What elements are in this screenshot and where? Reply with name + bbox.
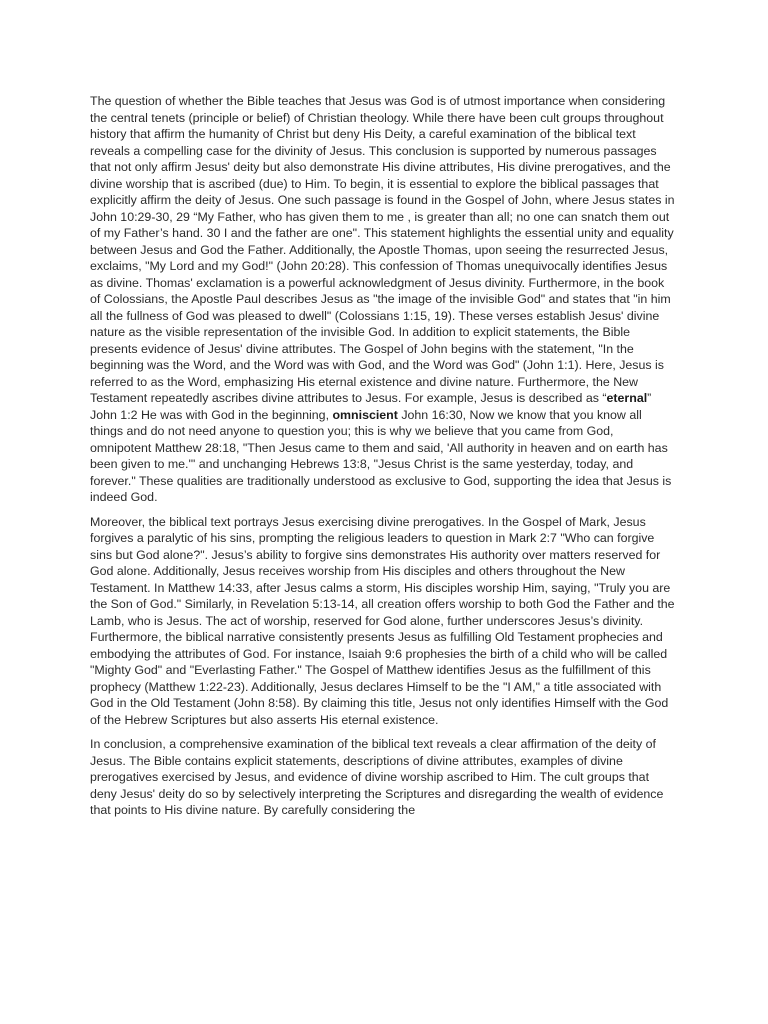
paragraph-text: ” John 1:2 He was with God in the beginning,: [90, 391, 652, 422]
paragraph-conclusion: [90, 736, 676, 819]
bold-term-omniscient: omniscient: [332, 407, 398, 422]
bold-term-eternal: eternal: [606, 391, 648, 405]
paragraph-text: The question of whether the Bible teaches that Jesus was God is of utmost importance when considering the central tenets (principle or belief) of Christian theology. While there have been cult groups throughout history that affirm the humanity of Christ but deny His Deity, a careful examination of the biblical text reveals a compelling case for the divinity of Jesus. This conclusion is supported by numerous passages that not only affirm Jesus' deity but also demonstrate His divine attributes, His divine prerogatives, and the divine worship that is ascribed (due) to Him. To begin, it is essential to explore the biblical passages that explicitly affirm the deity of Jesus. One such passage is found in the Gospel of John, where Jesus states in John 10:29-30, 29 “My Father, who has given them to me , is greater than all; no one can snatch them out of my Father’s hand. 30 I and the father are one". This statement highlights the essential unity and equality between Jesus and God the Father. Additionally, the Apostle Thomas, upon seeing the resurrected Jesus, exclaims, "My Lord and my God!" (John 20:28). This confession of Thomas unequivocally identifies Jesus as divine. Thomas' exclamation is a powerful acknowledgment of Jesus divinity. Furthermore, in the book of Colossians, the Apostle Paul describes Jesus as "the image of the invisible God" and states that "in him all the fullness of God was pleased to dwell" (Colossians 1:15, 19). These verses establish Jesus' divine nature as the visible representation of the invisible God. In addition to explicit statements, the Bible presents evidence of Jesus' divine attributes. The Gospel of John begins with the statement, "In the beginning was the Word, and the Word was with God, and the Word was God" (John 1:1). Here, Jesus is referred to as the Word, emphasizing His eternal existence and divine nature. Furthermore, the New Testament repeatedly ascribes divine attributes to Jesus. For example, Jesus is described as “: [90, 94, 675, 405]
paragraph-intro: [90, 93, 676, 506]
document-page: [90, 93, 676, 827]
paragraph-text: In conclusion, a comprehensive examination of the biblical text reveals a clear affirmation of the deity of Jesus. The Bible contains explicit statements, descriptions of divine attributes, examples of divine prerogatives exercised by Jesus, and evidence of divine worship ascribed to Him. The cult groups that deny Jesus' deity do so by selectively interpreting the Scriptures and disregarding the wealth of evidence that points to His divine nature. By carefully considering the: [90, 737, 664, 817]
paragraph-text: John 16:30, Now we know that you know all things and do not need anyone to question you; this is why we believe that you came from God, omnipotent Matthew 28:18, "Then Jesus came to them and said, 'All authority in heaven and on earth has been given to me.'" and unchanging Hebrews 13:8, "Jesus Christ is the same yesterday, today, and forever." These qualities are traditionally understood as exclusive to God, supporting the idea that Jesus is indeed God.: [90, 407, 672, 504]
paragraph-prerogatives: [90, 514, 676, 729]
paragraph-text: Moreover, the biblical text portrays Jesus exercising divine prerogatives. In the Gospel of Mark, Jesus forgives a paralytic of his sins, prompting the religious leaders to question in Mark 2:7 "Who can forgive sins but God alone?". Jesus’s ability to forgive sins demonstrates His authority over matters reserved for God alone. Additionally, Jesus receives worship from His disciples and others throughout the New Testament. In Matthew 14:33, after Jesus calms a storm, His disciples worship Him, saying, "Truly you are the Son of God." Similarly, in Revelation 5:13-14, all creation offers worship to both God the Father and the Lamb, who is Jesus. The act of worship, reserved for God alone, further underscores Jesus’s divinity. Furthermore, the biblical narrative consistently presents Jesus as fulfilling Old Testament prophecies and embodying the attributes of God. For instance, Isaiah 9:6 prophesies the birth of a child who will be called "Mighty God" and "Everlasting Father." The Gospel of Matthew identifies Jesus as the fulfillment of this prophecy (Matthew 1:22-23). Additionally, Jesus declares Himself to be the "I AM," a title associated with God in the Old Testament (John 8:58). By claiming this title, Jesus not only identifies Himself with the God of the Hebrew Scriptures but also asserts His eternal existence.: [90, 514, 675, 727]
